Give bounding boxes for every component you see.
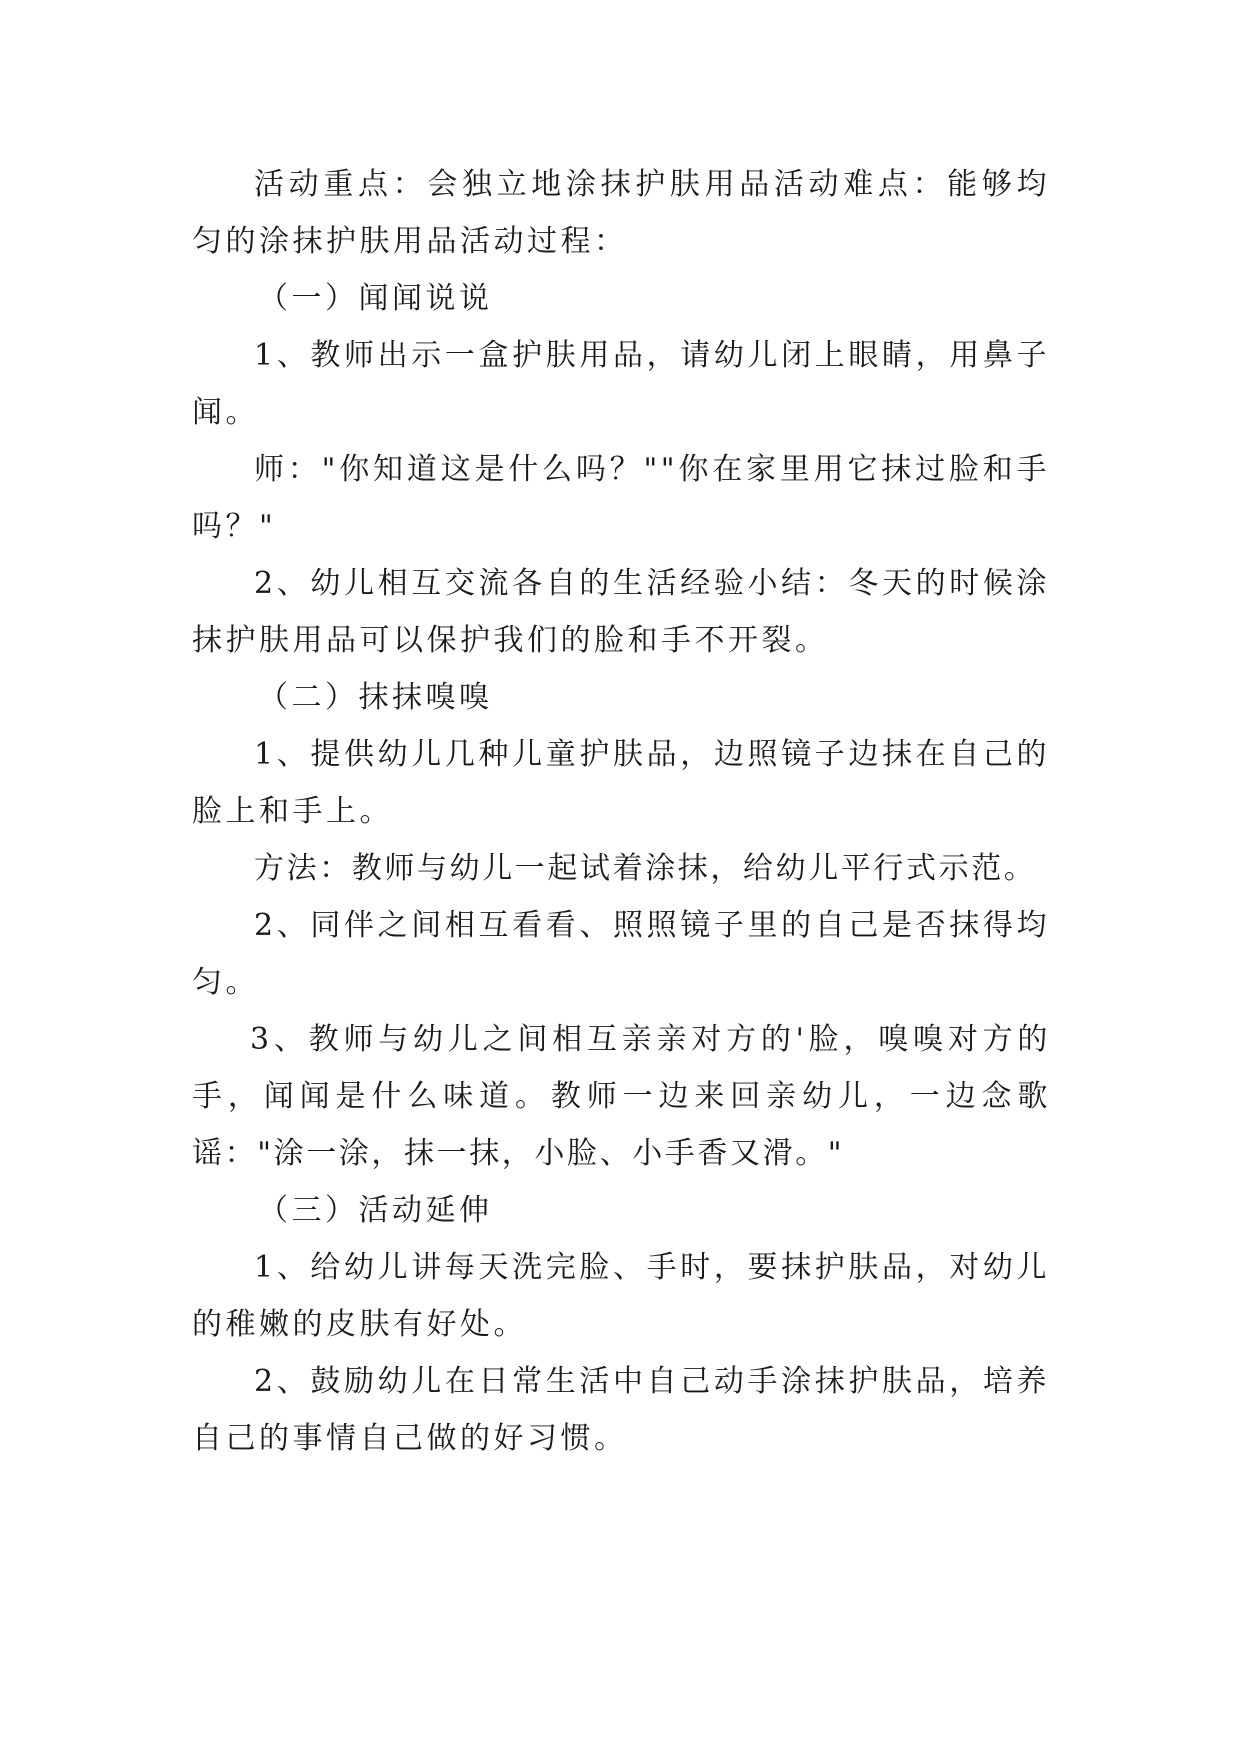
paragraph-step-2-1: 1、提供幼儿几种儿童护肤品，边照镜子边抹在自己的脸上和手上。 — [192, 737, 1050, 829]
paragraph-step-1-2: 2、幼儿相互交流各自的生活经验小结：冬天的时候涂抹护肤用品可以保护我们的脸和手不开裂。 — [192, 566, 1050, 658]
paragraph-step-2-3: 3、教师与幼儿之间相互亲亲对方的'脸，嗅嗅对方的手，闻闻是什么味道。教师一边来回亲幼儿，一边念歌谣："涂一涂，抹一抹，小脸、小手香又滑。" — [192, 1022, 1050, 1171]
section-heading-3: （三）活动延伸 — [258, 1193, 493, 1228]
paragraph-step-3-2: 2、鼓励幼儿在日常生活中自己动手涂抹护肤品，培养自己的事情自己做的好习惯。 — [192, 1364, 1050, 1456]
paragraph-step-1-1: 1、教师出示一盒护肤用品，请幼儿闭上眼睛，用鼻子闻。 — [192, 338, 1050, 430]
section-heading-2: （二）抹抹嗅嗅 — [258, 680, 493, 715]
section-heading-1: （一）闻闻说说 — [258, 281, 493, 316]
paragraph-teacher-question: 师："你知道这是什么吗？""你在家里用它抹过脸和手吗？" — [192, 452, 1050, 544]
paragraph-step-2-2: 2、同伴之间相互看看、照照镜子里的自己是否抹得均匀。 — [192, 908, 1050, 1000]
paragraph-activity-focus: 活动重点：会独立地涂抹护肤用品活动难点：能够均匀的涂抹护肤用品活动过程： — [192, 167, 1050, 259]
document-body — [192, 156, 1050, 1467]
paragraph-step-3-1: 1、给幼儿讲每天洗完脸、手时，要抹护肤品，对幼儿的稚嫩的皮肤有好处。 — [192, 1250, 1050, 1342]
paragraph-method: 方法：教师与幼儿一起试着涂抹，给幼儿平行式示范。 — [254, 851, 1037, 886]
